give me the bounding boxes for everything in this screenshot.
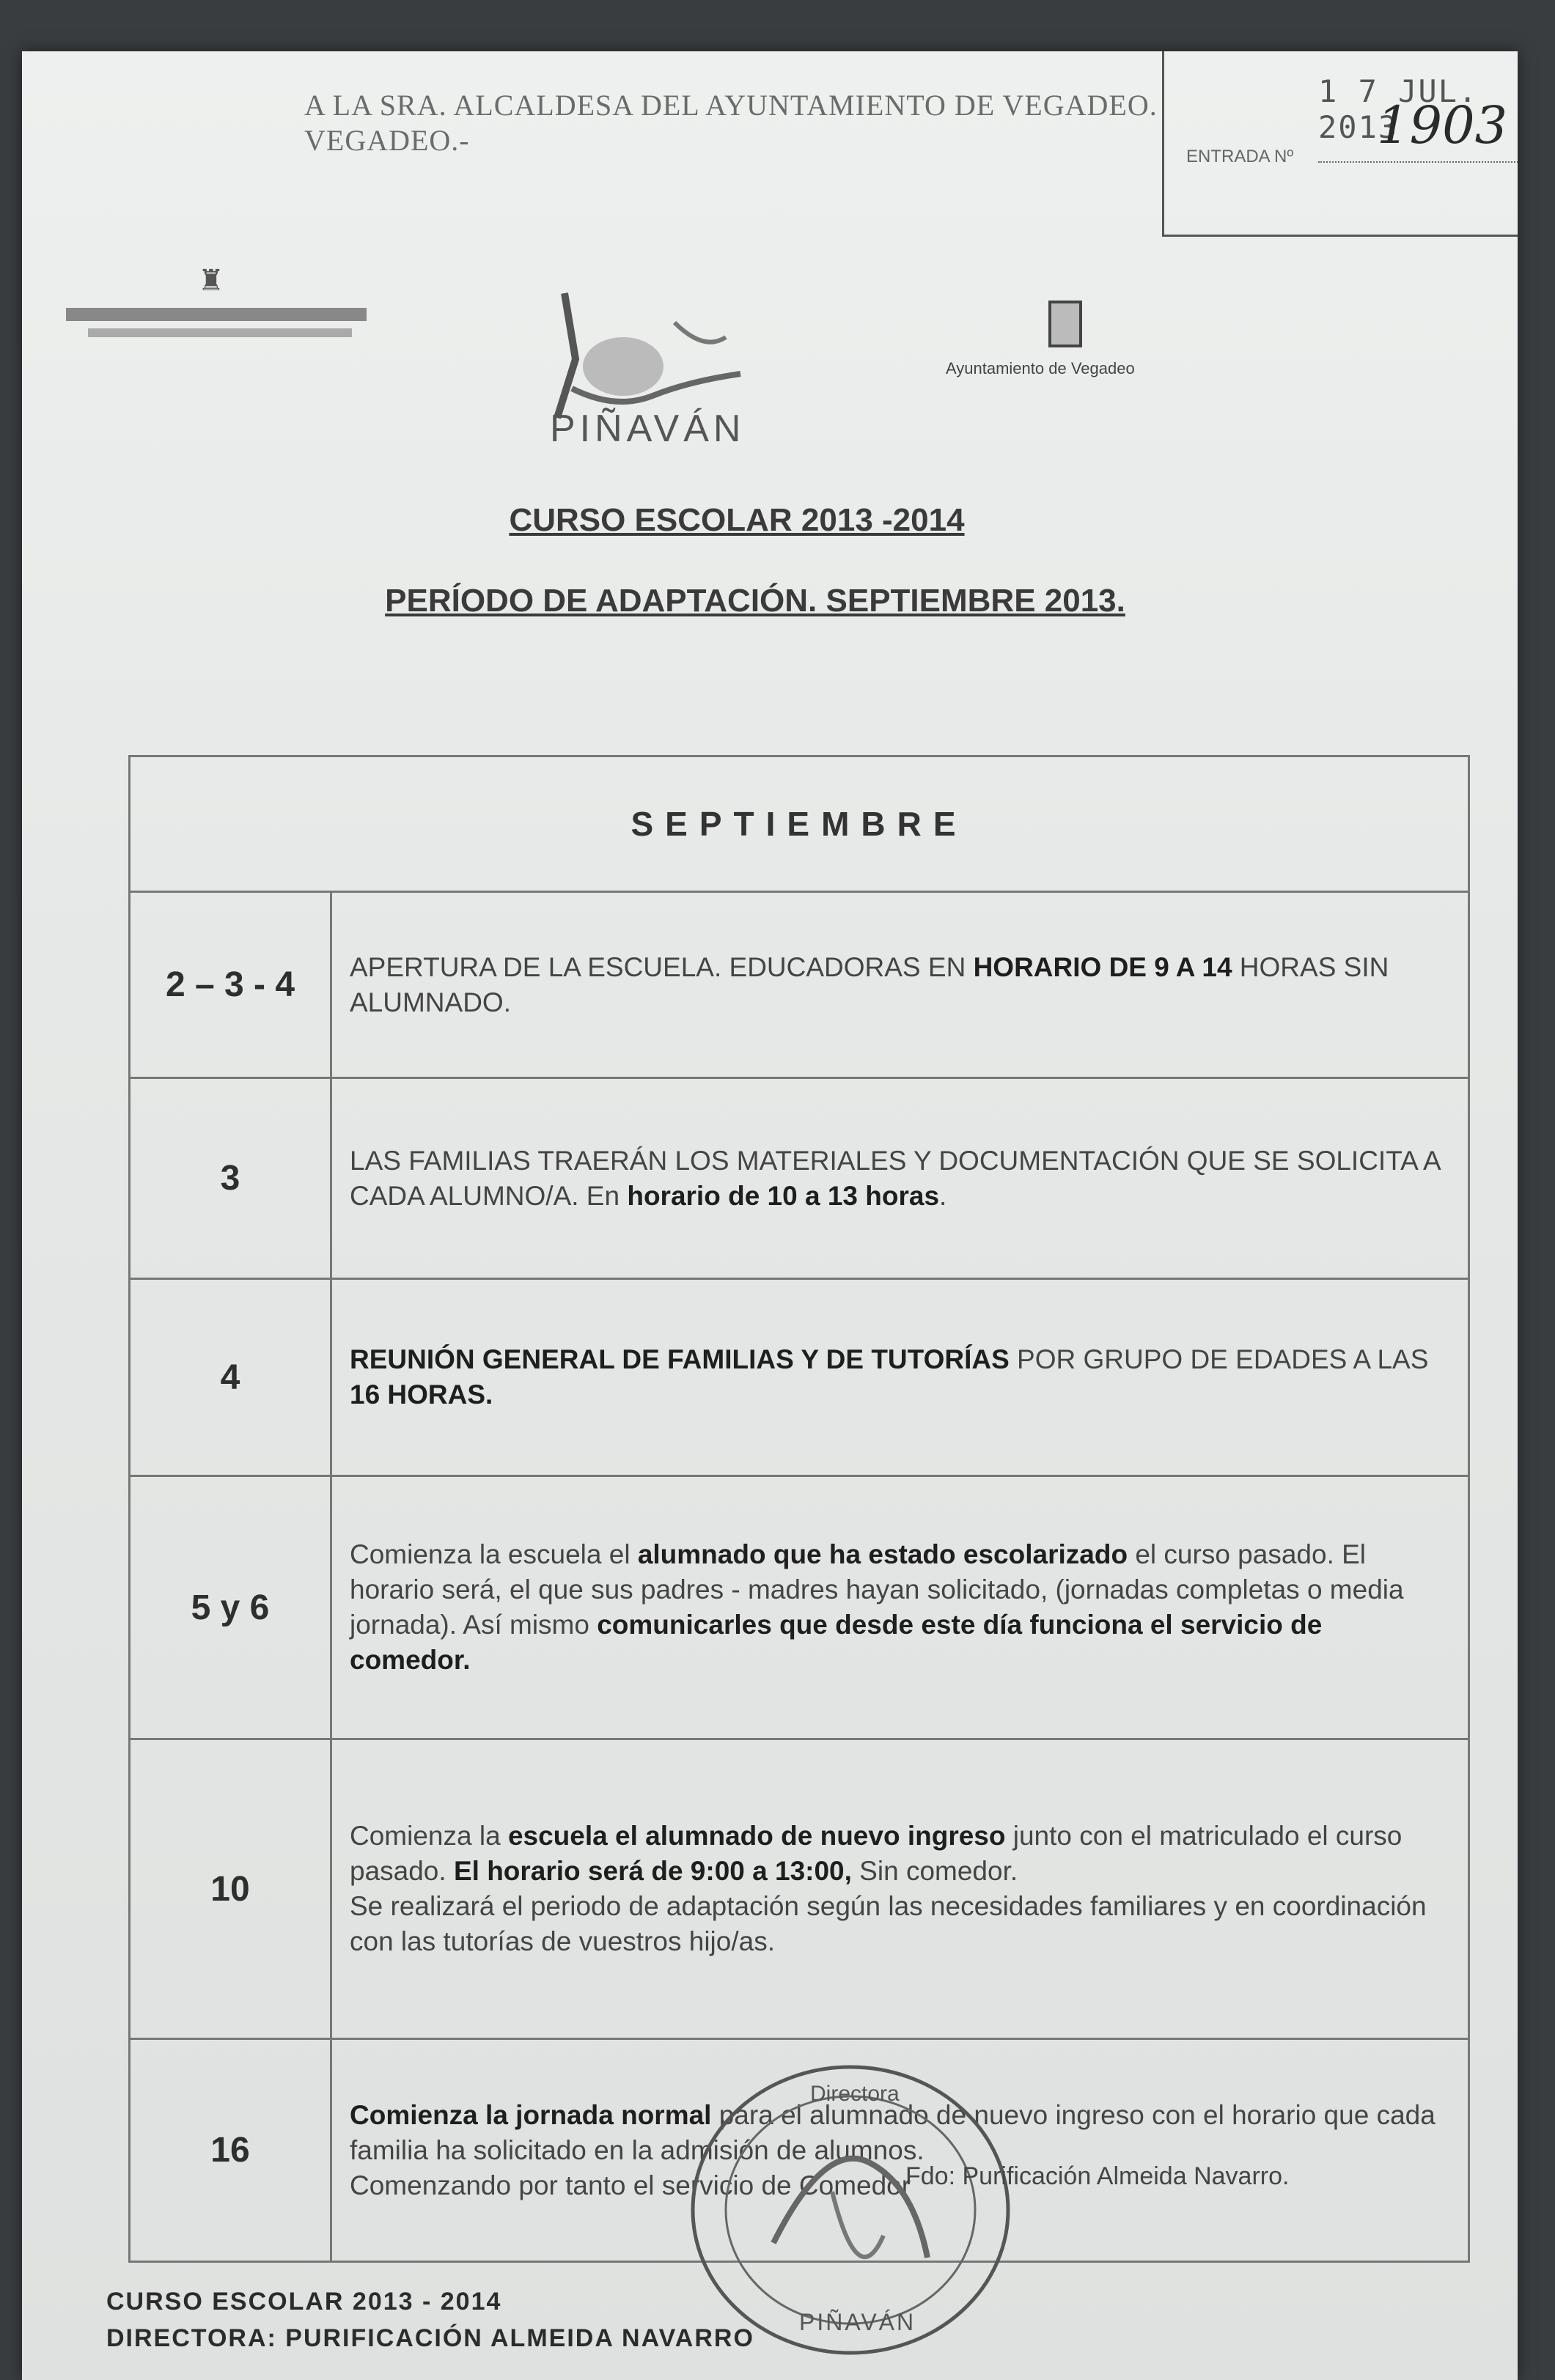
bold-text: Comienza la jornada normal	[350, 2099, 712, 2130]
stamp-label: ENTRADA Nº	[1186, 147, 1294, 166]
addressee	[304, 88, 1158, 158]
signature-line: Fdo: Purificación Almeida Navarro.	[905, 2162, 1290, 2190]
text-segment: POR GRUPO DE EDADES A LAS	[1009, 1344, 1429, 1374]
addressee-line-1: A LA SRA. ALCALDESA DEL AYUNTAMIENTO DE VEGADEO.	[304, 89, 1158, 122]
table-header: SEPTIEMBRE	[130, 756, 1469, 892]
text-segment: Comenzando por tanto el servicio de Comedor	[350, 2170, 911, 2200]
text-segment: Comienza la	[350, 1821, 508, 1851]
school-logo-text: PIÑAVÁN	[550, 408, 746, 450]
school-logo	[506, 271, 828, 462]
period-title: PERÍODO DE ADAPTACIÓN. SEPTIEMBRE 2013.	[385, 583, 1125, 619]
stamp-line	[1318, 161, 1518, 163]
bold-text: comunicarles que desde este día funciona el servicio de comedor.	[350, 1610, 1323, 1675]
row-day: 4	[130, 1279, 331, 1476]
row-description	[331, 1078, 1469, 1279]
addressee-line-2: VEGADEO.-	[304, 124, 470, 157]
text-segment: .	[939, 1180, 947, 1211]
row-description	[331, 1279, 1469, 1476]
calendar-table	[128, 755, 1470, 2263]
row-day: 2 – 3 - 4	[130, 892, 331, 1078]
bold-text: alumnado que ha estado escolarizado	[637, 1539, 1128, 1569]
stamp-number: 1903	[1377, 95, 1508, 155]
table-row	[130, 1739, 1469, 2039]
seal-top-text: Directora	[810, 2082, 900, 2106]
row-day: 16	[130, 2039, 331, 2262]
table-row	[130, 1476, 1469, 1739]
row-day: 5 y 6	[130, 1476, 331, 1739]
footer-director: DIRECTORA: PURIFICACIÓN ALMEIDA NAVARRO	[106, 2324, 754, 2352]
text-segment: APERTURA DE LA ESCUELA. EDUCADORAS EN	[350, 951, 974, 982]
row-day: 3	[130, 1078, 331, 1279]
text-segment: el curso pasado. El horario será, el que sus padres - madres hayan solicitado, (jornadas completas o media jornada). Así mismo	[350, 1539, 1404, 1640]
text-segment: LAS FAMILIAS TRAERÁN LOS MATERIALES Y DOCUMENTACIÓN QUE SE SOLICITA A CADA ALUMNO/A. En	[350, 1145, 1440, 1211]
row-description	[331, 1476, 1469, 1739]
bold-text: El horario será de 9:00 a 13:00,	[453, 1856, 852, 1886]
footer-course: CURSO ESCOLAR 2013 - 2014	[106, 2288, 502, 2315]
crest-icon: ♜	[198, 265, 224, 297]
shield-icon	[1048, 301, 1082, 347]
row-description	[331, 892, 1469, 1078]
document-page	[22, 51, 1518, 2380]
town-hall-name: Ayuntamiento de Vegadeo	[946, 359, 1135, 377]
logo-bar	[66, 308, 367, 321]
text-segment: HORAS SIN ALUMNADO.	[350, 951, 1389, 1017]
text-segment: Comienza la escuela el	[350, 1539, 638, 1569]
bold-text: HORARIO DE 9 A 14	[973, 951, 1232, 982]
bold-text: horario de 10 a 13 horas	[627, 1180, 940, 1211]
table-row	[130, 1279, 1469, 1476]
text-segment: para el alumnado de nuevo ingreso con el horario que cada familia ha solicitado en la admisión de alumnos.	[350, 2099, 1435, 2165]
row-description	[331, 1739, 1469, 2039]
text-segment: Se realizará el periodo de adaptación según las necesidades familiares y en coordinación con las tutorías de vuestros hijo/as.	[350, 1891, 1427, 1956]
stamp-date: 1 7 JUL. 2013	[1318, 73, 1479, 145]
table-row	[130, 1078, 1469, 1279]
table-row	[130, 892, 1469, 1078]
row-day: 10	[130, 1739, 331, 2039]
bold-text: 16 HORAS.	[350, 1379, 493, 1410]
seal-bottom-text: PIÑAVÁN	[799, 2309, 916, 2335]
footer	[106, 2283, 754, 2357]
text-segment: junto con el matriculado el curso pasado.	[350, 1821, 1403, 1886]
bold-text: escuela el alumnado de nuevo ingreso	[507, 1821, 1006, 1851]
regional-government-logo	[66, 264, 374, 359]
bold-text: REUNIÓN GENERAL DE FAMILIAS Y DE TUTORÍAS	[350, 1344, 1010, 1374]
logo-subbar	[88, 328, 352, 337]
course-title: CURSO ESCOLAR 2013 -2014	[509, 502, 965, 538]
registry-stamp	[1162, 51, 1518, 237]
town-hall-logo	[946, 301, 1224, 388]
text-segment: Sin comedor.	[851, 1856, 1018, 1886]
